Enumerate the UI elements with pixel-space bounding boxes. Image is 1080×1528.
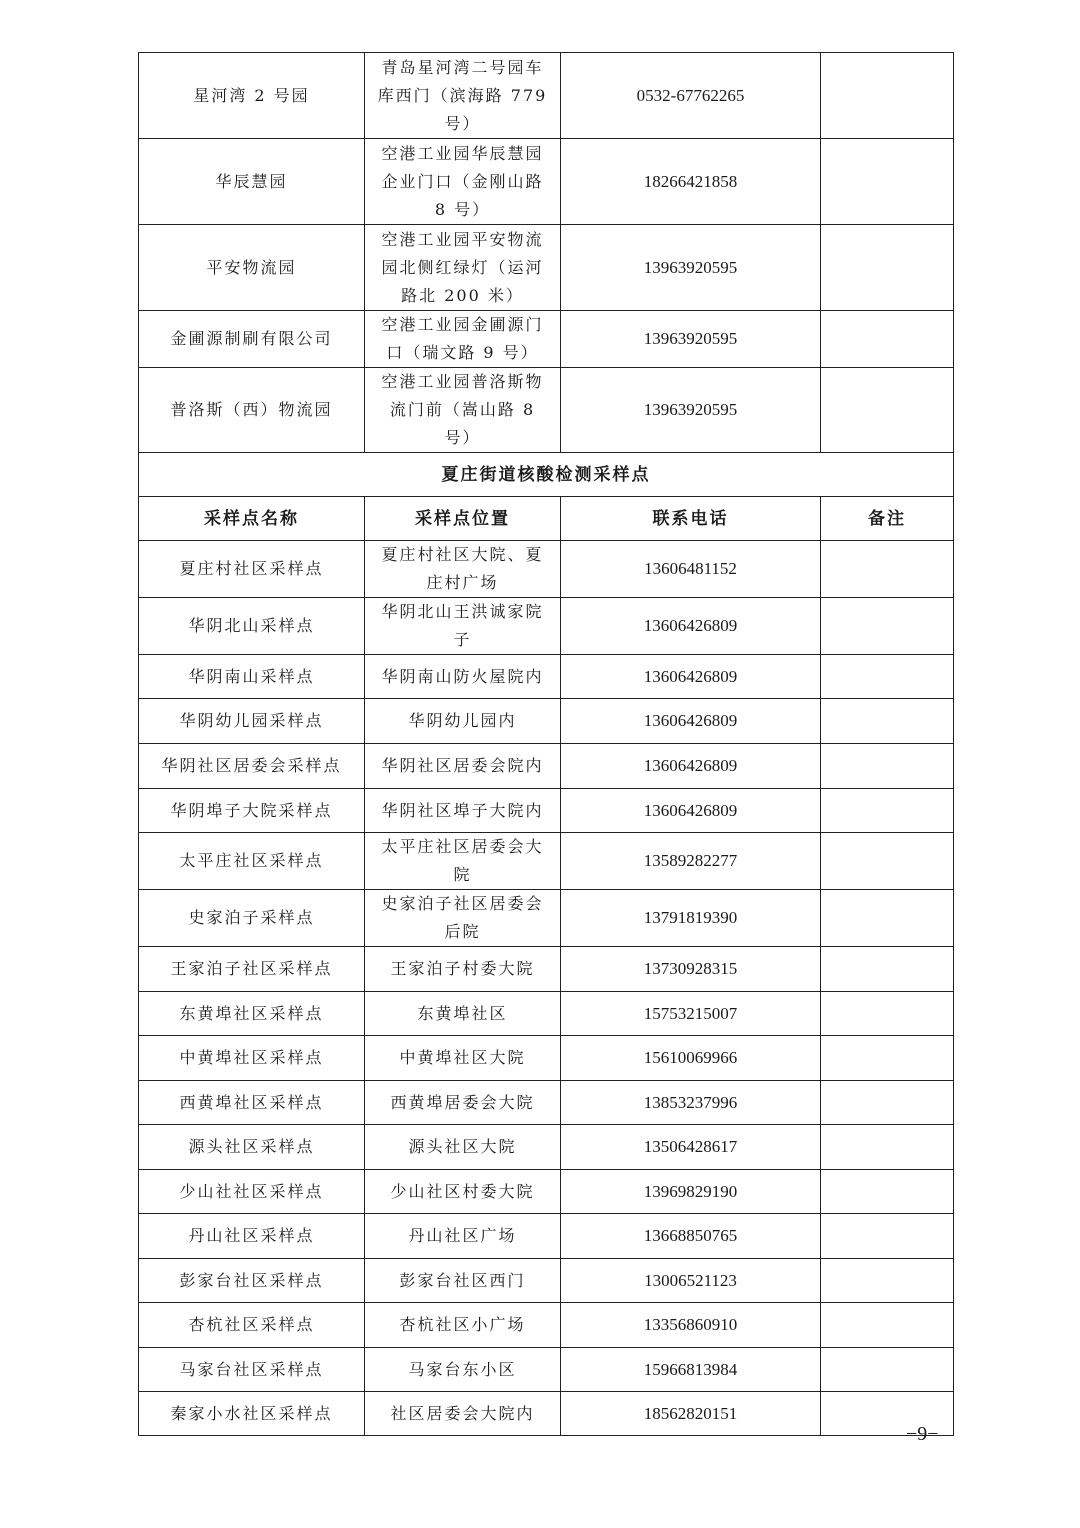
table-row bbox=[139, 744, 954, 789]
site-name-cell: 杏杭社区采样点 bbox=[139, 1303, 365, 1348]
note-cell bbox=[821, 947, 954, 992]
header-location: 采样点位置 bbox=[365, 497, 561, 541]
table-row bbox=[139, 53, 954, 139]
table-row bbox=[139, 699, 954, 744]
site-name-cell: 平安物流园 bbox=[139, 225, 365, 311]
phone-cell: 15610069966 bbox=[561, 1036, 821, 1081]
phone-cell: 18266421858 bbox=[561, 139, 821, 225]
phone-cell: 13006521123 bbox=[561, 1259, 821, 1303]
phone-cell: 13606426809 bbox=[561, 744, 821, 789]
site-location-cell: 少山社区村委大院 bbox=[365, 1170, 561, 1214]
site-location-cell: 西黄埠居委会大院 bbox=[365, 1081, 561, 1125]
table-row bbox=[139, 992, 954, 1036]
note-cell bbox=[821, 744, 954, 789]
site-location-cell: 空港工业园华辰慧园企业门口（金刚山路 8 号） bbox=[365, 139, 561, 225]
page-number: −9− bbox=[906, 1423, 939, 1445]
table-row bbox=[139, 947, 954, 992]
phone-cell: 13668850765 bbox=[561, 1214, 821, 1259]
note-cell bbox=[821, 699, 954, 744]
note-cell bbox=[821, 598, 954, 655]
note-cell bbox=[821, 992, 954, 1036]
site-name-cell: 王家泊子社区采样点 bbox=[139, 947, 365, 992]
table-row bbox=[139, 541, 954, 598]
note-cell bbox=[821, 1348, 954, 1392]
header-name: 采样点名称 bbox=[139, 497, 365, 541]
phone-cell: 13963920595 bbox=[561, 225, 821, 311]
site-location-cell: 太平庄社区居委会大院 bbox=[365, 833, 561, 890]
phone-cell: 13589282277 bbox=[561, 833, 821, 890]
site-name-cell: 华阴北山采样点 bbox=[139, 598, 365, 655]
site-name-cell: 星河湾 2 号园 bbox=[139, 53, 365, 139]
note-cell bbox=[821, 53, 954, 139]
header-note: 备注 bbox=[821, 497, 954, 541]
site-location-cell: 史家泊子社区居委会后院 bbox=[365, 890, 561, 947]
site-location-cell: 华阴社区埠子大院内 bbox=[365, 789, 561, 833]
header-row bbox=[139, 497, 954, 541]
note-cell bbox=[821, 311, 954, 368]
table-row bbox=[139, 1303, 954, 1348]
table-row bbox=[139, 789, 954, 833]
site-name-cell: 史家泊子采样点 bbox=[139, 890, 365, 947]
table-row bbox=[139, 1036, 954, 1081]
site-name-cell: 华阴社区居委会采样点 bbox=[139, 744, 365, 789]
site-name-cell: 华阴埠子大院采样点 bbox=[139, 789, 365, 833]
site-location-cell: 社区居委会大院内 bbox=[365, 1392, 561, 1436]
site-location-cell: 华阴北山王洪诚家院子 bbox=[365, 598, 561, 655]
site-name-cell: 源头社区采样点 bbox=[139, 1125, 365, 1170]
note-cell bbox=[821, 1125, 954, 1170]
table-row bbox=[139, 598, 954, 655]
phone-cell: 15966813984 bbox=[561, 1348, 821, 1392]
table-row bbox=[139, 1392, 954, 1436]
note-cell bbox=[821, 1214, 954, 1259]
table-row bbox=[139, 655, 954, 699]
site-name-cell: 少山社社区采样点 bbox=[139, 1170, 365, 1214]
phone-cell: 13969829190 bbox=[561, 1170, 821, 1214]
site-location-cell: 华阴社区居委会院内 bbox=[365, 744, 561, 789]
phone-cell: 13853237996 bbox=[561, 1081, 821, 1125]
note-cell bbox=[821, 139, 954, 225]
site-location-cell: 东黄埠社区 bbox=[365, 992, 561, 1036]
site-name-cell: 中黄埠社区采样点 bbox=[139, 1036, 365, 1081]
table-row bbox=[139, 890, 954, 947]
note-cell bbox=[821, 541, 954, 598]
table-row bbox=[139, 1214, 954, 1259]
note-cell bbox=[821, 368, 954, 453]
table-row bbox=[139, 1259, 954, 1303]
site-location-cell: 杏杭社区小广场 bbox=[365, 1303, 561, 1348]
note-cell bbox=[821, 833, 954, 890]
phone-cell: 0532-67762265 bbox=[561, 53, 821, 139]
note-cell bbox=[821, 225, 954, 311]
site-name-cell: 太平庄社区采样点 bbox=[139, 833, 365, 890]
phone-cell: 13506428617 bbox=[561, 1125, 821, 1170]
site-location-cell: 丹山社区广场 bbox=[365, 1214, 561, 1259]
table-row bbox=[139, 368, 954, 453]
site-name-cell: 丹山社区采样点 bbox=[139, 1214, 365, 1259]
site-name-cell: 马家台社区采样点 bbox=[139, 1348, 365, 1392]
site-location-cell: 王家泊子村委大院 bbox=[365, 947, 561, 992]
phone-cell: 13606481152 bbox=[561, 541, 821, 598]
phone-cell: 18562820151 bbox=[561, 1392, 821, 1436]
phone-cell: 13963920595 bbox=[561, 311, 821, 368]
note-cell bbox=[821, 1259, 954, 1303]
phone-cell: 13963920595 bbox=[561, 368, 821, 453]
site-name-cell: 华阴幼儿园采样点 bbox=[139, 699, 365, 744]
site-location-cell: 空港工业园金圃源门口（瑞文路 9 号） bbox=[365, 311, 561, 368]
note-cell bbox=[821, 890, 954, 947]
header-phone: 联系电话 bbox=[561, 497, 821, 541]
site-location-cell: 夏庄村社区大院、夏庄村广场 bbox=[365, 541, 561, 598]
table-row bbox=[139, 225, 954, 311]
phone-cell: 13606426809 bbox=[561, 598, 821, 655]
site-name-cell: 夏庄村社区采样点 bbox=[139, 541, 365, 598]
table-row bbox=[139, 1081, 954, 1125]
site-location-cell: 源头社区大院 bbox=[365, 1125, 561, 1170]
section-title-row bbox=[139, 453, 954, 497]
site-name-cell: 普洛斯（西）物流园 bbox=[139, 368, 365, 453]
note-cell bbox=[821, 1303, 954, 1348]
note-cell bbox=[821, 789, 954, 833]
table-row bbox=[139, 311, 954, 368]
phone-cell: 13791819390 bbox=[561, 890, 821, 947]
site-location-cell: 空港工业园普洛斯物流门前（嵩山路 8 号） bbox=[365, 368, 561, 453]
table-row bbox=[139, 139, 954, 225]
site-location-cell: 华阴幼儿园内 bbox=[365, 699, 561, 744]
site-name-cell: 华阴南山采样点 bbox=[139, 655, 365, 699]
site-name-cell: 东黄埠社区采样点 bbox=[139, 992, 365, 1036]
note-cell bbox=[821, 1081, 954, 1125]
note-cell bbox=[821, 1170, 954, 1214]
site-name-cell: 秦家小水社区采样点 bbox=[139, 1392, 365, 1436]
site-name-cell: 金圃源制刷有限公司 bbox=[139, 311, 365, 368]
site-name-cell: 彭家台社区采样点 bbox=[139, 1259, 365, 1303]
site-location-cell: 空港工业园平安物流园北侧红绿灯（运河路北 200 米） bbox=[365, 225, 561, 311]
table-row bbox=[139, 1125, 954, 1170]
phone-cell: 13606426809 bbox=[561, 699, 821, 744]
sampling-points-table bbox=[138, 52, 954, 1436]
note-cell bbox=[821, 655, 954, 699]
site-location-cell: 华阴南山防火屋院内 bbox=[365, 655, 561, 699]
phone-cell: 13356860910 bbox=[561, 1303, 821, 1348]
phone-cell: 13730928315 bbox=[561, 947, 821, 992]
site-location-cell: 马家台东小区 bbox=[365, 1348, 561, 1392]
phone-cell: 13606426809 bbox=[561, 789, 821, 833]
site-location-cell: 彭家台社区西门 bbox=[365, 1259, 561, 1303]
site-name-cell: 华辰慧园 bbox=[139, 139, 365, 225]
phone-cell: 15753215007 bbox=[561, 992, 821, 1036]
table-row bbox=[139, 1348, 954, 1392]
site-name-cell: 西黄埠社区采样点 bbox=[139, 1081, 365, 1125]
section-title: 夏庄街道核酸检测采样点 bbox=[139, 453, 954, 497]
table-row bbox=[139, 1170, 954, 1214]
phone-cell: 13606426809 bbox=[561, 655, 821, 699]
note-cell bbox=[821, 1036, 954, 1081]
table-row bbox=[139, 833, 954, 890]
site-location-cell: 青岛星河湾二号园车库西门（滨海路 779 号） bbox=[365, 53, 561, 139]
site-location-cell: 中黄埠社区大院 bbox=[365, 1036, 561, 1081]
